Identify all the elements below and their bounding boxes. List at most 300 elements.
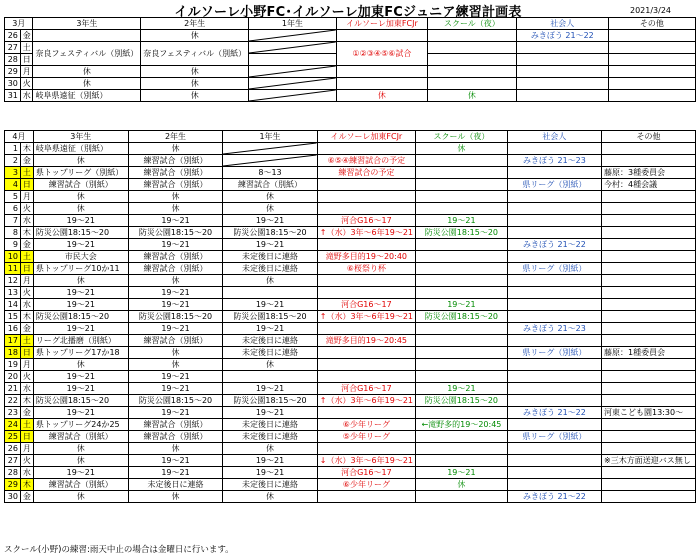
grade2-text: 練習試合（別紙） — [143, 335, 208, 345]
march-header-row — [5, 18, 696, 30]
weekday: 金 — [20, 323, 33, 335]
table-row — [5, 371, 696, 383]
grade3-cell — [33, 239, 128, 251]
grade2-cell — [128, 455, 223, 467]
adult-text: みきぼう 21～23 — [522, 323, 586, 333]
adult-cell — [507, 479, 601, 491]
grade3-cell — [33, 275, 128, 287]
grade1-text: 19～21 — [255, 215, 285, 225]
grade2-cell — [249, 54, 337, 66]
grade3-cell — [33, 215, 128, 227]
kato-jr-cell — [317, 431, 415, 443]
grade2-cell — [128, 335, 223, 347]
kato-jr-text: 河合G16～17 — [341, 215, 392, 225]
grade2-text: 奈良フェスティバル（別紙） — [143, 48, 247, 58]
kato-jr-text: ⑤少年リーグ — [342, 431, 390, 441]
header-kato-jr: イルソーレ加東FCJr — [317, 131, 415, 143]
grade3-cell — [33, 191, 128, 203]
kato-jr-text: ↑（水）3年～6年19～21 — [319, 395, 414, 405]
weekday: 土 — [20, 42, 33, 54]
grade1-text: 19～21 — [255, 455, 285, 465]
adult-cell — [507, 239, 601, 251]
kato-jr-cell — [317, 191, 415, 203]
grade1-text: 未定後日に連絡 — [242, 335, 299, 345]
adult-cell — [507, 275, 601, 287]
grade2-text: 防災公園18:15～20 — [138, 227, 213, 237]
weekday: 月 — [20, 66, 33, 78]
kato-jr-text: ⑥桜祭り杯 — [346, 263, 386, 273]
weekday: 日 — [20, 347, 33, 359]
day-number: 31 — [5, 90, 21, 102]
grade3-text: 休 — [76, 203, 85, 213]
other-cell — [602, 323, 696, 335]
weekday: 木 — [20, 227, 33, 239]
grade2-text: 練習試合（別紙） — [143, 263, 208, 273]
weekday: 月 — [20, 443, 33, 455]
grade3-text: 県トップリーグ24か25 — [35, 419, 120, 429]
grade3-cell — [33, 155, 128, 167]
day-number: 24 — [5, 419, 21, 431]
kato-jr-cell — [317, 467, 415, 479]
day-number: 29 — [5, 66, 21, 78]
adult-cell — [507, 323, 601, 335]
day-number: 22 — [5, 395, 21, 407]
other-cell — [602, 383, 696, 395]
school-night-cell — [416, 455, 508, 467]
weekday: 水 — [20, 299, 33, 311]
weekday: 木 — [20, 143, 33, 155]
school-night-text: 19～21 — [447, 383, 476, 393]
weekday: 土 — [20, 251, 33, 263]
adult-cell — [507, 359, 601, 371]
grade1-cell — [223, 287, 318, 299]
grade3-text: 岐阜県遠征（別紙） — [35, 143, 108, 153]
table-row — [5, 347, 696, 359]
grade1-text: 防災公園18:15～20 — [233, 227, 307, 237]
grade2-cell — [128, 479, 223, 491]
kato-jr-text: 河合G16～17 — [341, 383, 392, 393]
table-row — [5, 179, 696, 191]
school-night-text: 休 — [457, 479, 466, 489]
adult-cell — [507, 227, 601, 239]
grade3-text: 休 — [76, 155, 85, 165]
grade1-cell — [223, 431, 318, 443]
grade2-cell — [128, 287, 223, 299]
other-cell — [602, 407, 696, 419]
kato-jr-cell — [317, 287, 415, 299]
grade1-cell — [223, 299, 318, 311]
kato-jr-cell — [317, 299, 415, 311]
other-cell — [602, 203, 696, 215]
grade2-cell — [128, 383, 223, 395]
grade1-cell — [223, 155, 318, 167]
other-cell — [608, 42, 695, 54]
weekday: 木 — [20, 479, 33, 491]
day-number: 30 — [5, 78, 21, 90]
grade1-text: 休 — [266, 275, 275, 285]
school-night-text: 防災公園18:15～20 — [424, 311, 499, 321]
school-night-cell — [428, 78, 517, 90]
grade3-cell — [33, 455, 128, 467]
grade2-cell — [128, 239, 223, 251]
other-cell — [602, 143, 696, 155]
grade1-cell — [249, 66, 337, 78]
grade3-text: 休 — [76, 455, 85, 465]
grade2-text: 休 — [171, 203, 180, 213]
kato-jr-text: 滝野多目的19～20:45 — [325, 335, 407, 345]
grade3-text: リーグ北播磨（別紙） — [35, 335, 116, 345]
school-night-cell — [416, 287, 508, 299]
grade1-cell — [223, 359, 318, 371]
grade1-cell — [249, 30, 337, 42]
grade2-text: 休 — [171, 143, 180, 153]
grade1-text: 休 — [266, 443, 275, 453]
other-cell — [602, 287, 696, 299]
grade1-text: 休 — [266, 191, 275, 201]
table-row — [5, 251, 696, 263]
grade2-text: 練習試合（別紙） — [143, 431, 208, 441]
grade1-cell — [223, 419, 318, 431]
school-night-cell — [416, 407, 508, 419]
grade2-cell — [128, 227, 223, 239]
weekday: 水 — [20, 467, 33, 479]
grade1-cell — [223, 167, 318, 179]
grade2-text: 休 — [171, 359, 180, 369]
day-number: 6 — [5, 203, 21, 215]
grade2-text: 休 — [171, 347, 180, 357]
other-cell — [602, 443, 696, 455]
other-cell — [602, 251, 696, 263]
grade3-text: 防災公園18:15～20 — [35, 395, 110, 405]
grade2-text: 防災公園18:15～20 — [138, 311, 213, 321]
kato-jr-cell — [336, 42, 427, 66]
school-night-cell — [416, 443, 508, 455]
header-other: その他 — [602, 131, 696, 143]
other-cell — [602, 335, 696, 347]
grade3-text: 練習試合（別紙） — [48, 179, 113, 189]
strike-through-line — [249, 90, 336, 101]
grade3-text: 県トップリーグ17か18 — [35, 347, 120, 357]
other-cell — [602, 419, 696, 431]
kato-jr-text: ↓（水）3年～6年19～21 — [319, 455, 414, 465]
day-number: 9 — [5, 239, 21, 251]
table-row — [5, 299, 696, 311]
header-grade2: 2年生 — [128, 131, 223, 143]
kato-jr-cell — [336, 78, 427, 90]
kato-jr-cell — [317, 371, 415, 383]
table-row — [5, 323, 696, 335]
school-night-cell — [428, 42, 517, 54]
grade3-cell — [33, 335, 128, 347]
table-row — [5, 78, 696, 90]
month-label: 3月 — [5, 18, 33, 30]
grade2-cell — [128, 155, 223, 167]
grade3-cell — [33, 491, 128, 503]
table-row — [5, 227, 696, 239]
header-school-night: スクール（夜） — [416, 131, 508, 143]
kato-jr-text: ↑（水）3年～6年19～21 — [319, 227, 414, 237]
grade2-cell — [128, 407, 223, 419]
grade3-text: 19～21 — [66, 215, 95, 225]
grade3-text: 19～21 — [66, 323, 95, 333]
other-cell — [602, 167, 696, 179]
grade1-text: 19～21 — [255, 239, 285, 249]
grade2-text: 練習試合（別紙） — [143, 251, 208, 261]
grade3-text: 休 — [76, 359, 85, 369]
school-night-cell — [416, 311, 508, 323]
kato-jr-text: ⑥⑤④練習試合の予定 — [327, 155, 406, 165]
other-cell — [602, 227, 696, 239]
grade1-cell — [249, 78, 337, 90]
grade3-cell — [33, 395, 128, 407]
day-number: 28 — [5, 54, 21, 66]
grade2-text: 練習試合（別紙） — [143, 179, 208, 189]
kato-jr-cell — [317, 215, 415, 227]
weekday: 金 — [20, 239, 33, 251]
table-row — [5, 191, 696, 203]
adult-cell — [507, 167, 601, 179]
table-row — [5, 395, 696, 407]
grade3-text: 休 — [82, 78, 91, 88]
adult-text: みきぼう 21～22 — [522, 491, 586, 501]
weekday: 日 — [20, 179, 33, 191]
adult-cell — [516, 66, 608, 78]
school-night-cell — [416, 227, 508, 239]
school-night-text: 19～21 — [447, 299, 476, 309]
grade3-cell — [33, 371, 128, 383]
grade1-text: 19～21 — [255, 323, 285, 333]
adult-cell — [507, 263, 601, 275]
grade1-cell — [223, 371, 318, 383]
grade2-cell — [128, 167, 223, 179]
grade3-text: 練習試合（別紙） — [48, 479, 113, 489]
grade1-text: 8～13 — [258, 167, 282, 177]
grade1-cell — [223, 479, 318, 491]
weekday: 土 — [20, 419, 33, 431]
kato-jr-cell — [317, 311, 415, 323]
grade3-cell — [33, 203, 128, 215]
weekday: 金 — [20, 30, 33, 42]
footer-note: スクール(小野)の練習:雨天中止の場合は金曜日に行います。 — [4, 545, 234, 555]
page-title: イルソーレ小野FC･イルソーレ加東FCジュニア練習計画表 — [174, 5, 522, 20]
adult-cell — [507, 179, 601, 191]
school-night-text: 19～21 — [447, 467, 476, 477]
grade1-cell — [223, 395, 318, 407]
grade2-text: 休 — [171, 275, 180, 285]
weekday: 月 — [20, 359, 33, 371]
kato-jr-text: ⑥少年リーグ — [342, 479, 390, 489]
other-cell — [608, 54, 695, 66]
adult-cell — [507, 419, 601, 431]
school-night-cell — [416, 371, 508, 383]
grade1-cell — [223, 491, 318, 503]
grade3-text: 県トップリーグ（別紙） — [35, 167, 124, 177]
grade2-text: 練習試合（別紙） — [143, 419, 208, 429]
kato-jr-text: ①②③④⑤⑥試合 — [352, 48, 412, 58]
grade2-cell — [128, 371, 223, 383]
school-night-cell — [416, 239, 508, 251]
adult-cell — [507, 143, 601, 155]
school-night-cell — [416, 167, 508, 179]
other-cell — [608, 90, 695, 102]
day-number: 3 — [5, 167, 21, 179]
grade1-text: 休 — [266, 491, 275, 501]
grade3-text: 防災公園18:15～20 — [35, 227, 110, 237]
adult-cell — [507, 443, 601, 455]
school-night-cell — [416, 323, 508, 335]
day-number: 23 — [5, 407, 21, 419]
strike-through-line — [223, 143, 317, 154]
day-number: 2 — [5, 155, 21, 167]
grade3-text: 防災公園18:15～20 — [35, 311, 110, 321]
grade3-text: 19～21 — [66, 383, 95, 393]
day-number: 11 — [5, 263, 21, 275]
grade2-text: 休 — [190, 30, 199, 40]
kato-jr-cell — [317, 479, 415, 491]
grade2-cell — [128, 311, 223, 323]
grade2-text: 防災公園18:15～20 — [138, 395, 213, 405]
grade2-cell — [128, 431, 223, 443]
grade2-cell — [128, 263, 223, 275]
kato-jr-cell — [317, 203, 415, 215]
table-row — [5, 455, 696, 467]
kato-jr-cell — [317, 347, 415, 359]
day-number: 29 — [5, 479, 21, 491]
kato-jr-cell — [317, 383, 415, 395]
adult-cell — [516, 78, 608, 90]
kato-jr-cell — [336, 66, 427, 78]
adult-cell — [507, 347, 601, 359]
table-row — [5, 203, 696, 215]
april-header-row — [5, 131, 696, 143]
grade2-cell — [128, 323, 223, 335]
kato-jr-text: 滝野多目的19～20:40 — [325, 251, 407, 261]
kato-jr-cell — [317, 227, 415, 239]
table-row — [5, 155, 696, 167]
day-number: 14 — [5, 299, 21, 311]
other-cell — [602, 263, 696, 275]
grade2-cell — [128, 299, 223, 311]
grade2-text: 休 — [190, 66, 199, 76]
grade3-text: 休 — [76, 443, 85, 453]
day-number: 8 — [5, 227, 21, 239]
day-number: 12 — [5, 275, 21, 287]
grade3-cell — [33, 90, 141, 102]
kato-jr-cell — [317, 443, 415, 455]
grade1-cell — [223, 323, 318, 335]
grade2-cell — [128, 191, 223, 203]
grade1-text: 未定後日に連絡 — [242, 251, 299, 261]
grade2-cell — [141, 78, 249, 90]
weekday: 月 — [20, 275, 33, 287]
header-other: その他 — [608, 18, 695, 30]
table-row — [5, 431, 696, 443]
grade3-text: 岐阜県遠征（別紙） — [35, 90, 108, 100]
adult-text: みきぼう 21～23 — [522, 155, 586, 165]
grade2-cell — [128, 251, 223, 263]
school-night-cell — [428, 90, 517, 102]
day-number: 4 — [5, 179, 21, 191]
school-night-cell — [416, 419, 508, 431]
grade3-cell — [33, 419, 128, 431]
grade1-text: 休 — [266, 359, 275, 369]
kato-jr-text: 河合G16～17 — [341, 299, 392, 309]
weekday: 水 — [20, 90, 33, 102]
table-row — [5, 419, 696, 431]
grade1-text: 未定後日に連絡 — [242, 479, 299, 489]
grade3-text: 19～21 — [66, 467, 95, 477]
adult-cell — [516, 42, 608, 54]
kato-jr-cell — [317, 143, 415, 155]
other-cell — [602, 275, 696, 287]
grade1-cell — [223, 263, 318, 275]
weekday: 火 — [20, 78, 33, 90]
grade1-cell — [223, 215, 318, 227]
grade1-cell — [223, 179, 318, 191]
grade2-cell — [141, 66, 249, 78]
school-night-cell — [416, 359, 508, 371]
grade3-text: 19～21 — [66, 299, 95, 309]
grade2-cell — [141, 90, 249, 102]
weekday: 日 — [20, 431, 33, 443]
school-night-cell — [428, 30, 517, 42]
grade3-text: 休 — [82, 66, 91, 76]
grade1-cell — [223, 203, 318, 215]
grade1-cell — [223, 191, 318, 203]
grade2-text: 19～21 — [161, 467, 190, 477]
kato-jr-cell — [317, 419, 415, 431]
grade3-text: 19～21 — [66, 371, 95, 381]
grade2-text: 19～21 — [161, 215, 190, 225]
grade2-text: 19～21 — [161, 299, 190, 309]
grade1-cell — [223, 347, 318, 359]
school-night-cell — [416, 179, 508, 191]
grade3-text: 休 — [76, 275, 85, 285]
table-row — [5, 215, 696, 227]
grade3-cell — [33, 179, 128, 191]
adult-text: みきぼう 21～22 — [530, 30, 594, 40]
grade3-text: 市民大会 — [64, 251, 97, 261]
grade3-cell — [33, 359, 128, 371]
grade1-text: 防災公園18:15～20 — [233, 311, 307, 321]
school-night-cell — [416, 335, 508, 347]
other-cell — [602, 191, 696, 203]
other-cell — [602, 179, 696, 191]
day-number: 1 — [5, 143, 21, 155]
school-night-cell — [428, 66, 517, 78]
day-number: 15 — [5, 311, 21, 323]
weekday: 金 — [20, 155, 33, 167]
grade3-cell — [33, 167, 128, 179]
header-kato-jr: イルソーレ加東FCJr — [336, 18, 427, 30]
weekday: 土 — [20, 335, 33, 347]
day-number: 7 — [5, 215, 21, 227]
grade1-cell — [223, 443, 318, 455]
day-number: 21 — [5, 383, 21, 395]
adult-cell — [507, 215, 601, 227]
grade3-cell — [33, 227, 128, 239]
table-row — [5, 167, 696, 179]
adult-text: 県リーグ（別紙） — [522, 431, 587, 441]
grade2-text: 19～21 — [161, 383, 190, 393]
grade1-cell — [223, 251, 318, 263]
month-label: 4月 — [5, 131, 34, 143]
adult-cell — [507, 371, 601, 383]
weekday: 金 — [20, 407, 33, 419]
adult-cell — [507, 251, 601, 263]
grade2-cell — [128, 143, 223, 155]
adult-text: 県リーグ（別紙） — [522, 263, 587, 273]
